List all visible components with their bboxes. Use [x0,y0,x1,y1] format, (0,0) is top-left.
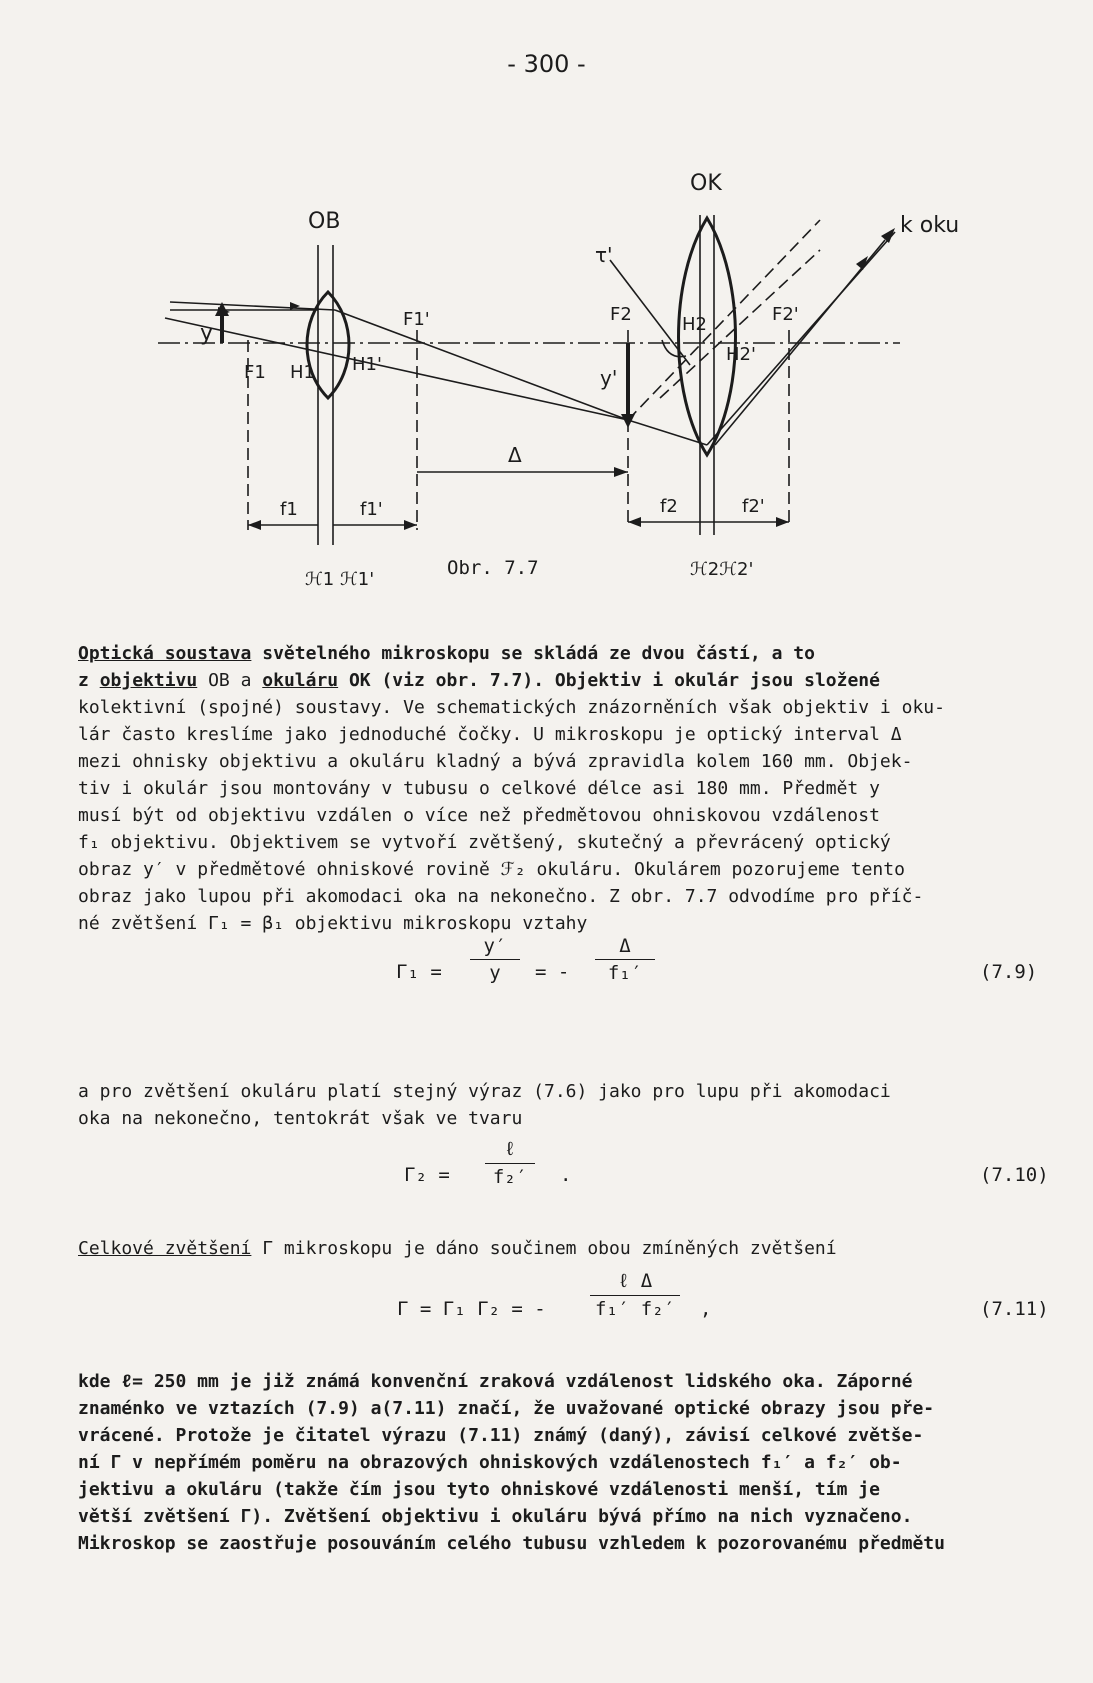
text-fragment: OK (viz obr. 7.7). Objektiv i okulár jsou složené [338,670,880,691]
eq1-numerator-2: Δ [595,935,655,960]
eq2-lhs: Γ₂ = [404,1164,450,1186]
text-line: kde ℓ= 250 mm je již známá konvenční zraková vzdálenost lidského oka. Záporné [78,1371,913,1392]
paragraph-eyepiece [78,1078,1068,1132]
text-line: světelného mikroskopu se skládá ze dvou částí, a to [251,643,815,664]
term-opticka-soustava: Optická soustava [78,643,252,664]
eq1-denominator-2: f₁′ [607,962,643,984]
equation-7-11 [0,1270,1093,1350]
eq2-fraction [485,1138,535,1188]
eq3-numerator: ℓ Δ [590,1270,680,1296]
text-line: mezi ohnisky objektivu a okuláru kladný a bývá zpravidla kolem 160 mm. Objek- [78,751,913,772]
label-f1p: f1' [360,499,383,520]
text-fragment: OB a [197,670,263,691]
label-y-prime: y' [600,366,618,390]
text-fragment: Γ mikroskopu je dáno součinem obou zmíněných zvětšení [251,1238,837,1259]
text-line: ní Γ v nepřímém poměru na obrazových ohniskových vzdálenostech f₁′ a f₂′ ob- [78,1452,902,1473]
text-line: jektivu a okuláru (takže čím jsou tyto ohniskové vzdálenosti menší, tím je [78,1479,880,1500]
label-f1: f1 [280,499,298,520]
label-y: y [200,321,214,346]
equation-7-9 [0,935,1093,1015]
label-tau: τ' [595,243,613,267]
text-line: lár často kreslíme jako jednoduché čočky. U mikroskopu je optický interval Δ [78,724,902,745]
label-F1p: F1' [403,309,430,330]
text-line: tiv i okulár jsou montovány v tubusu o celkové délce asi 180 mm. Předmět y [78,778,880,799]
label-F2p: F2' [772,304,799,325]
term-celkove-zvetseni: Celkové zvětšení [78,1238,252,1259]
text-line: f₁ objektivu. Objektivem se vytvoří zvětšený, skutečný a převrácený optický [78,832,891,853]
text-line: musí být od objektivu vzdálen o více než předmětovou ohniskovou vzdálenost [78,805,880,826]
text-line: kolektivní (spojné) soustavy. Ve schematických znázorněních však objektiv i oku- [78,697,945,718]
text-line: oka na nekonečno, tentokrát však ve tvaru [78,1108,523,1129]
text-line: né zvětšení Γ₁ = β₁ objektivu mikroskopu vztahy [78,913,588,934]
label-F1: F1 [244,362,266,383]
label-H2p: H2' [726,344,756,365]
eq1-numerator-1: y′ [470,935,520,960]
text-line: a pro zvětšení okuláru platí stejný výraz (7.6) jako pro lupu při akomodaci [78,1081,891,1102]
label-delta: Δ [508,443,522,467]
label-x1x1p: ℋ1 ℋ1' [305,569,375,590]
label-ob: OB [308,209,341,234]
eq1-lhs: Γ₁ = [396,961,442,983]
eq3-denominator: f₁′ f₂′ [594,1298,676,1320]
text-line: obraz jako lupou při akomodaci oka na nekonečno. Z obr. 7.7 odvodíme pro příč- [78,886,924,907]
paragraph-optical-system [78,640,1068,937]
text-line: obraz y′ v předmětové ohniskové rovině ℱ₂ okuláru. Okulárem pozorujeme tento [78,859,905,880]
label-k-oku: k oku [900,213,960,238]
text-line: znaménko ve vztazích (7.9) a(7.11) značí, že uvažované optické obrazy jsou pře- [78,1398,935,1419]
text-fragment: z [78,670,100,691]
label-f2p: f2' [742,496,765,517]
eq3-tail: , [700,1298,712,1320]
text-line: větší zvětšení Γ). Zvětšení objektivu i okuláru bývá přímo na nich vyznačeno. [78,1506,913,1527]
eq1-mid: = - [535,961,570,983]
eq1-denominator-1: y [489,962,501,984]
paragraph-total-magnification [78,1235,1068,1262]
eq2-numerator: ℓ [485,1138,535,1164]
term-okular: okuláru [262,670,339,691]
eq2-tail: . [560,1164,572,1186]
eq3-lhs: Γ = Γ₁ Γ₂ = - [397,1298,546,1320]
eq1-fraction-1 [470,935,520,984]
figure-caption: Obr. 7.7 [447,557,539,579]
label-ok: OK [690,171,722,196]
page-number: - 300 - [507,50,586,78]
eq2-number: (7.10) [980,1164,1049,1186]
label-H2: H2 [682,314,707,335]
equation-7-10 [0,1138,1093,1218]
text-line: Mikroskop se zaostřuje posouváním celého tubusu vzhledem k pozorovanému předmětu [78,1533,945,1554]
label-x2x2p: ℋ2ℋ2' [690,559,754,580]
eq2-denominator: f₂′ [492,1166,528,1188]
microscope-optics-diagram [0,0,1093,600]
paragraph-conclusion [78,1368,1068,1557]
text-line: vrácené. Protože je čitatel výrazu (7.11) známý (daný), závisí celkové zvětše- [78,1425,924,1446]
label-H1p: H1' [352,354,382,375]
eq3-number: (7.11) [980,1298,1049,1320]
eq1-fraction-2 [595,935,655,984]
term-objektiv: objektivu [99,670,198,691]
label-F2: F2 [610,304,632,325]
label-H1: H1 [290,362,315,383]
label-f2: f2 [660,496,678,517]
eq3-fraction [590,1270,680,1320]
eq1-number: (7.9) [980,961,1038,983]
